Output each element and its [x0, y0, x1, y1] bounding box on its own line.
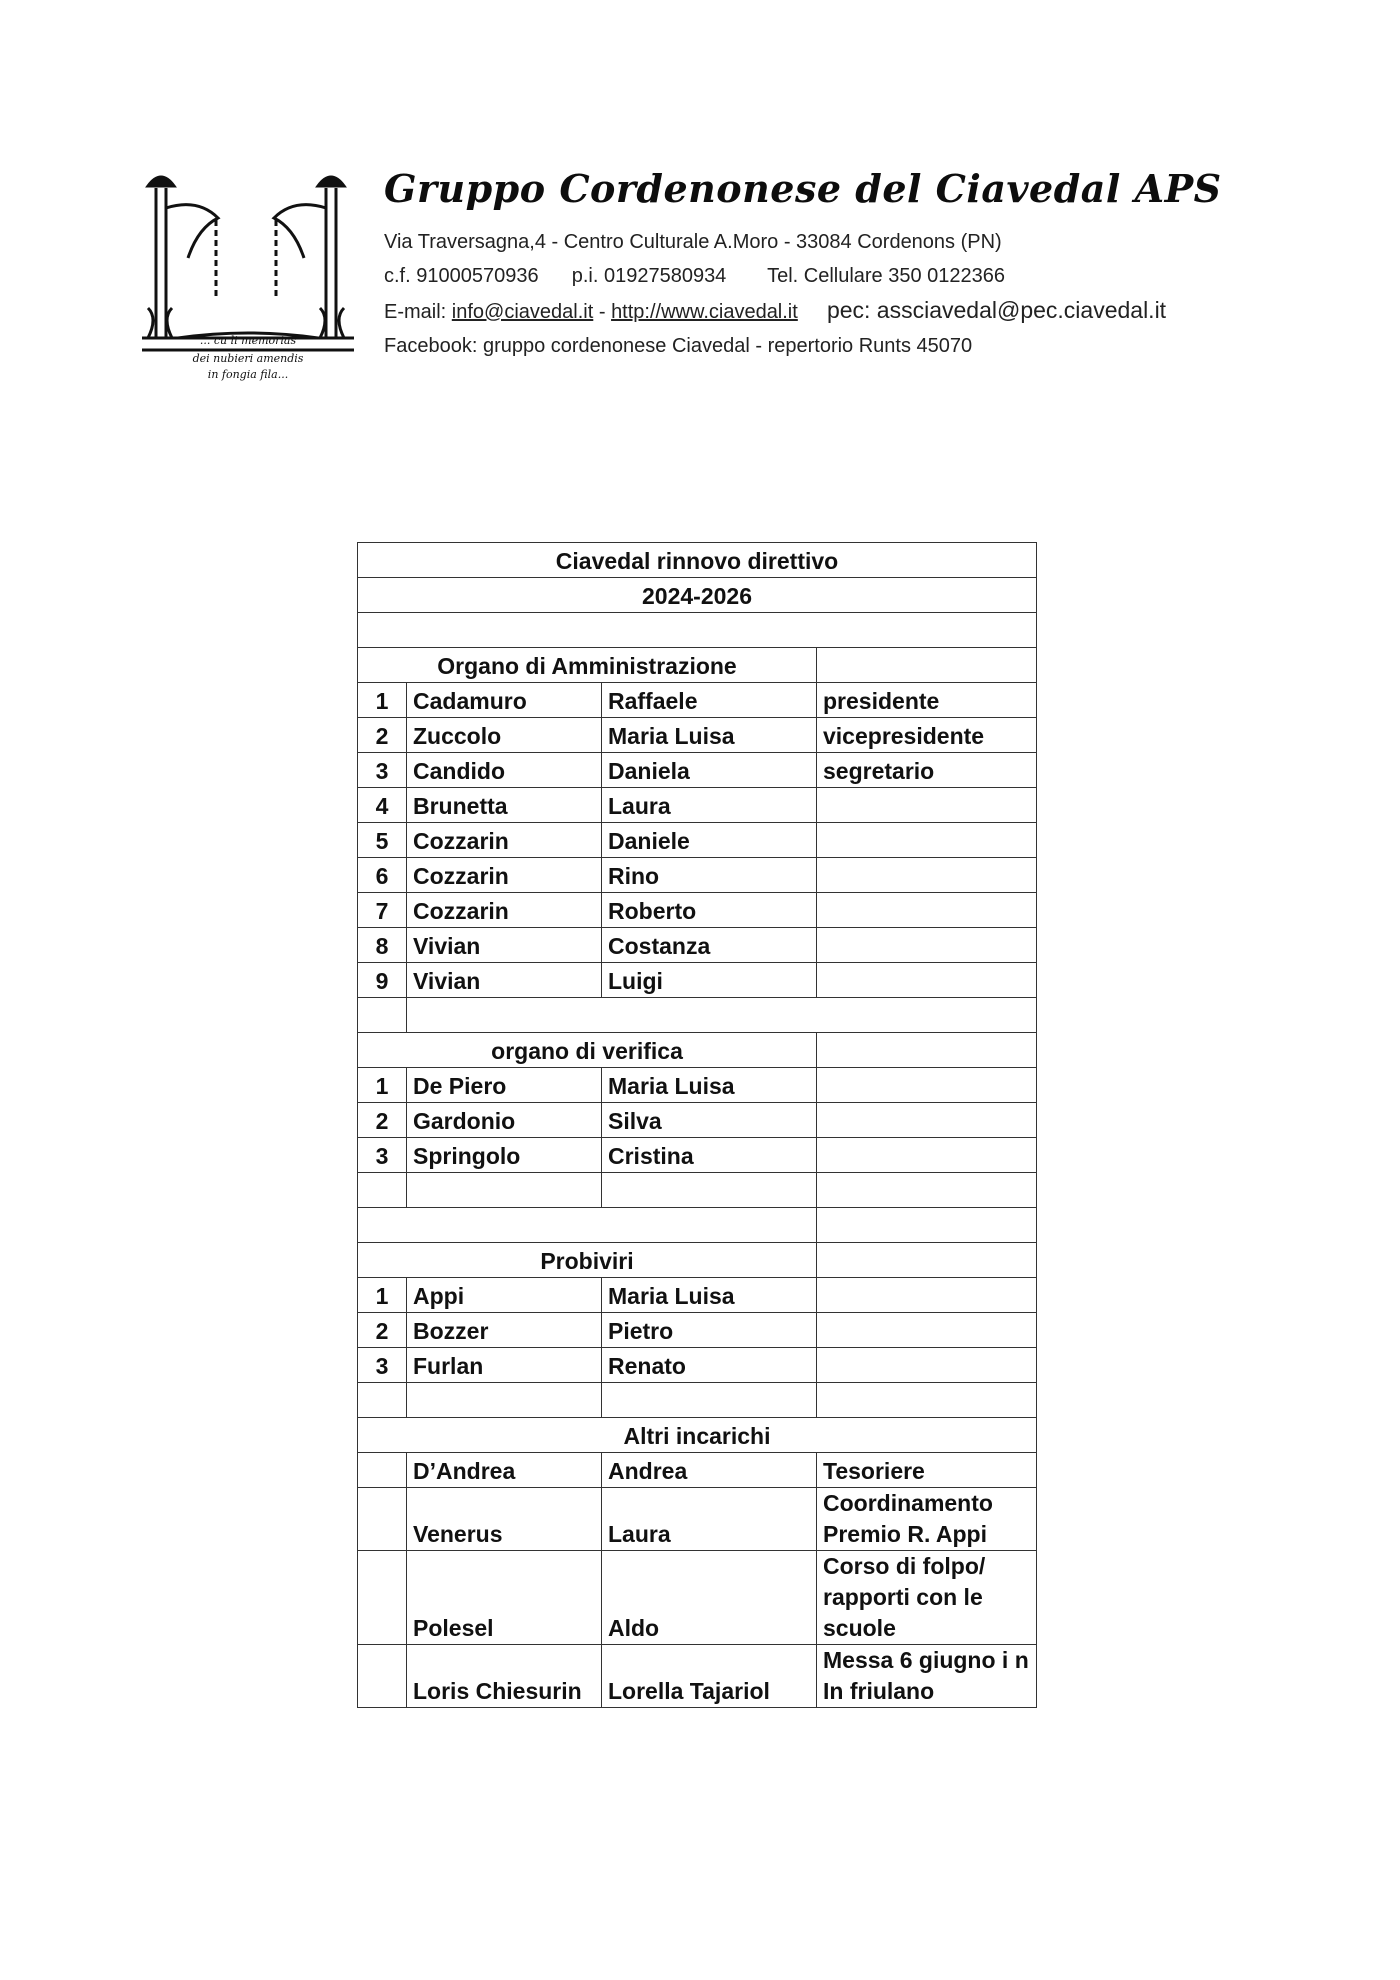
table-row: 3 Springolo Cristina	[358, 1138, 1037, 1173]
address-line: Via Traversagna,4 - Centro Culturale A.Moro - 33084 Cordenons (PN)	[384, 231, 1002, 253]
section-heading-altri: Altri incarichi	[358, 1418, 1037, 1453]
table-row: 1 Cadamuro Raffaele presidente	[358, 683, 1037, 718]
contact-line	[384, 293, 1344, 329]
period-row	[358, 578, 1037, 613]
table-title: Ciavedal rinnovo direttivo	[358, 543, 1037, 578]
email-link[interactable]: info@ciavedal.it	[451, 301, 594, 323]
separator: -	[593, 301, 612, 323]
verifica-heading-row	[358, 1033, 1037, 1068]
logo-motto-2: dei nubieri amendis	[192, 352, 304, 365]
organization-name: Gruppo Cordenonese del Ciavedal APS	[384, 166, 1222, 211]
fiscal-line	[384, 259, 1344, 293]
table-row: Loris Chiesurin Lorella Tajariol Messa 6 giugno i n In friulano	[358, 1645, 1037, 1708]
table-row: 2 Gardonio Silva	[358, 1103, 1037, 1138]
telephone: Tel. Cellulare 350 0122366	[767, 265, 1006, 287]
table-row: Venerus Laura Coordinamento Premio R. Appi	[358, 1488, 1037, 1551]
logo-motto-3: in fongia fila...	[207, 368, 289, 381]
table-row: 3 Furlan Renato	[358, 1348, 1037, 1383]
section-heading-admin: Organo di Amministrazione	[358, 648, 817, 683]
table-row: 4 Brunetta Laura	[358, 788, 1037, 823]
board-table	[357, 542, 1037, 1708]
table-row: 6 Cozzarin Rino	[358, 858, 1037, 893]
probiviri-heading-row	[358, 1243, 1037, 1278]
table-row: 9 Vivian Luigi	[358, 963, 1037, 998]
table-row: 2 Bozzer Pietro	[358, 1313, 1037, 1348]
table-row: 7 Cozzarin Roberto	[358, 893, 1037, 928]
website-link[interactable]: http://www.ciavedal.it	[611, 301, 798, 323]
table-row: Polesel Aldo Corso di folpo/ rapporti con le scuole	[358, 1551, 1037, 1645]
table-row: 8 Vivian Costanza	[358, 928, 1037, 963]
table-row: 1 De Piero Maria Luisa	[358, 1068, 1037, 1103]
admin-heading-row	[358, 648, 1037, 683]
pec-address: pec: assciavedal@pec.ciavedal.it	[826, 297, 1167, 323]
section-heading-probiviri: Probiviri	[358, 1243, 817, 1278]
association-logo	[138, 168, 358, 386]
codice-fiscale: c.f. 91000570936	[384, 265, 539, 287]
altri-heading-row	[358, 1418, 1037, 1453]
table-row: 3 Candido Daniela segretario	[358, 753, 1037, 788]
email-label: E-mail:	[384, 301, 452, 323]
table-row: 2 Zuccolo Maria Luisa vicepresidente	[358, 718, 1037, 753]
table-row: 5 Cozzarin Daniele	[358, 823, 1037, 858]
logo-motto-1: ... cu li memorias	[199, 334, 297, 347]
partita-iva: p.i. 01927580934	[571, 265, 727, 287]
table-row: D’Andrea Andrea Tesoriere	[358, 1453, 1037, 1488]
title-row	[358, 543, 1037, 578]
section-heading-verifica: organo di verifica	[358, 1033, 817, 1068]
table-period: 2024-2026	[358, 578, 1037, 613]
table-row: 1 Appi Maria Luisa	[358, 1278, 1037, 1313]
facebook-line: Facebook: gruppo cordenonese Ciavedal - repertorio Runts 45070	[384, 335, 973, 357]
letterhead	[384, 166, 1344, 363]
